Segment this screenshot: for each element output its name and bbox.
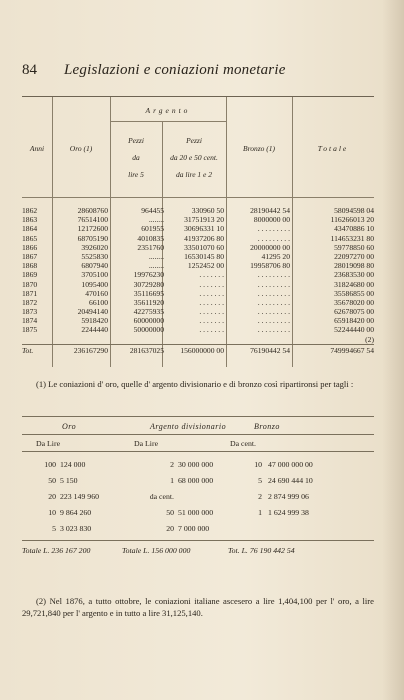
- table-row: [22, 206, 374, 215]
- cell-ov: 3 023 830: [60, 524, 92, 533]
- cell-totale: 58094598 04: [334, 206, 374, 215]
- cell-p20: 30696331 10: [184, 224, 224, 234]
- cell-oro: 66100: [89, 297, 108, 307]
- table2-total-rule: [22, 540, 374, 541]
- cell-bn: 2: [258, 492, 262, 501]
- cell-p20: . . . . . . .: [199, 288, 224, 298]
- header-line: Pezzi: [186, 136, 202, 145]
- cell-year: 1863: [22, 215, 38, 225]
- cell-totale: 22097270 00: [334, 251, 374, 261]
- cell-av: 51 000 000: [178, 508, 214, 517]
- cell-bronzo: . . . . . . . . .: [257, 224, 290, 234]
- header-line: da lire 1 e 2: [176, 170, 212, 179]
- footnote-2: (2) Nel 1876, a tutto ottobre, le coniazioni italiane ascesero a lire 1,404,100 per l' oro, a lire 29,721,840 per l' argento e in tutto a lire 31,125,140.: [22, 596, 374, 618]
- t2-header-bronzo: Bronzo: [254, 422, 280, 431]
- cell-year: 1872: [22, 297, 38, 307]
- cell-an: da cent.: [149, 492, 174, 501]
- table-row: [22, 325, 374, 334]
- cell-year: 1865: [22, 233, 38, 243]
- table-row: [22, 261, 374, 270]
- table2-totals: [22, 546, 374, 558]
- running-title: Legislazioni e coniazioni monetarie: [64, 62, 286, 78]
- cell-bv: 2 874 999 06: [268, 492, 309, 501]
- cell-year: 1874: [22, 316, 38, 326]
- cell-oro: 5918420: [81, 316, 108, 326]
- cell-oro: 2244440: [81, 325, 108, 335]
- cell-totale: 59778850 60: [334, 242, 374, 252]
- cell-p20: . . . . . . .: [199, 297, 224, 307]
- cell-p20: 31751913 20: [184, 215, 224, 225]
- cell-totale: 31824680 00: [334, 279, 374, 289]
- cell-ov: 223 149 960: [60, 492, 99, 501]
- cell-p20: . . . . . . .: [199, 279, 224, 289]
- cell-bronzo: 28190442 54: [250, 206, 290, 215]
- cell-bronzo: . . . . . . . . .: [257, 279, 290, 289]
- cell-totale: 65918420 00: [334, 316, 374, 326]
- denomination-row: [22, 476, 374, 490]
- header-anni: Anni: [29, 144, 45, 153]
- cell-bronzo: 8000000 00: [253, 215, 290, 225]
- total-totale: 749994667 54: [330, 345, 374, 355]
- cell-p5: 42275935: [133, 307, 164, 317]
- cell-p5: ........: [148, 251, 164, 261]
- header-bronzo: Bronzo (1): [242, 144, 275, 153]
- table-row: [22, 289, 374, 298]
- cell-bronzo: . . . . . . . . .: [257, 297, 290, 307]
- footnote-1: (1) Le coniazioni d' oro, quelle d' argento divisionario e di bronzo così ripartironsi per tagli :: [36, 379, 354, 389]
- cell-av: 7 000 000: [178, 524, 210, 533]
- cell-oro: 76514100: [77, 215, 108, 225]
- table2-header-rule: [22, 434, 374, 435]
- cell-totale: 114653231 80: [330, 233, 374, 243]
- cell-p5: 601955: [141, 224, 164, 234]
- cell-p5: ........: [148, 215, 164, 225]
- header-totale: Totale: [317, 144, 349, 153]
- table-row: [22, 243, 374, 252]
- page-edge-shadow: [382, 0, 404, 700]
- cell-year: 1866: [22, 242, 38, 252]
- cell-bn: 5: [258, 476, 262, 485]
- cell-bronzo: 19958706 80: [250, 261, 290, 271]
- cell-bronzo: . . . . . . . . .: [257, 270, 290, 280]
- cell-totale: 116266013 20: [330, 215, 374, 225]
- cell-totale: 43470886 10: [334, 224, 374, 234]
- cell-p20: . . . . . . .: [199, 316, 224, 326]
- cell-p5: 19976230: [133, 270, 164, 280]
- cell-totale: 62678075 00: [334, 307, 374, 317]
- table-row: [22, 252, 374, 261]
- cell-oro: 1095400: [81, 279, 108, 289]
- header-pezzi-20: [162, 135, 226, 180]
- t2-sub-oro: Da Lire: [36, 439, 61, 448]
- total-label: Tot.: [22, 345, 34, 355]
- table-row: [22, 224, 374, 233]
- cell-year: 1864: [22, 224, 38, 234]
- cell-bv: 1 624 999 38: [268, 508, 309, 517]
- header-line: Pezzi: [128, 136, 144, 145]
- cell-av: 68 000 000: [178, 476, 214, 485]
- header-line: da 20 e 50 cent.: [170, 153, 218, 162]
- cell-oro: 5525830: [81, 251, 108, 261]
- cell-oro: 6807940: [81, 261, 108, 271]
- cell-on: 50: [48, 476, 56, 485]
- cell-totale: 28019098 80: [334, 261, 374, 271]
- cell-p20: . . . . . . .: [199, 325, 224, 335]
- cell-bn: 10: [254, 460, 262, 469]
- cell-p20: 33501070 60: [184, 242, 224, 252]
- table-row: [22, 316, 374, 325]
- cell-p5: 30729280: [133, 279, 164, 289]
- cell-year: 1868: [22, 261, 38, 271]
- argento-rule: [110, 121, 226, 122]
- cell-year: 1869: [22, 270, 38, 280]
- cell-year: 1870: [22, 279, 38, 289]
- cell-bronzo: . . . . . . . . .: [257, 316, 290, 326]
- total-oro: 236167290: [73, 345, 108, 355]
- cell-an: 2: [170, 460, 174, 469]
- cell-oro: 3926020: [81, 242, 108, 252]
- cell-bronzo: 41295 20: [261, 251, 290, 261]
- cell-p20: 16530145 80: [184, 251, 224, 261]
- cell-p20: 41937206 80: [184, 233, 224, 243]
- table2-top-rule: [22, 416, 374, 417]
- cell-on: 5: [52, 524, 56, 533]
- table-row: [22, 280, 374, 289]
- table-row: [22, 270, 374, 279]
- cell-an: 1: [170, 476, 174, 485]
- cell-ov: 9 864 260: [60, 508, 92, 517]
- cell-year: 1873: [22, 307, 38, 317]
- t2-header-argento: Argento divisionario: [150, 422, 227, 431]
- cell-oro: 68705190: [77, 233, 108, 243]
- header-argento: Argento: [145, 106, 191, 115]
- cell-on: 20: [48, 492, 56, 501]
- total-row: [22, 344, 374, 356]
- header-oro: Oro (1): [69, 144, 93, 153]
- cell-av: 30 000 000: [178, 460, 214, 469]
- cell-oro: 28608760: [77, 206, 108, 215]
- denomination-row: [22, 508, 374, 522]
- table-header: [22, 97, 374, 197]
- total-p5: 281637025: [129, 345, 164, 355]
- cell-p20: 330960 50: [191, 206, 224, 215]
- cell-p20: 1252452 00: [187, 261, 224, 271]
- cell-bn: 1: [258, 508, 262, 517]
- t2-total-oro: Totale L. 236 167 200: [22, 546, 91, 555]
- cell-ov: 124 000: [60, 460, 86, 469]
- page-number: 84: [22, 62, 37, 78]
- header-line: da: [132, 153, 140, 162]
- table-row: [22, 298, 374, 307]
- cell-totale: 35678020 00: [334, 297, 374, 307]
- t2-total-argento: Totale L. 156 000 000: [122, 546, 191, 555]
- cell-ov: 5 150: [60, 476, 78, 485]
- table-row: [22, 307, 374, 316]
- denomination-row: [22, 492, 374, 506]
- cell-p5: 964455: [141, 206, 164, 215]
- total-p20: 156000000 00: [180, 345, 224, 355]
- cell-oro: 470160: [85, 288, 108, 298]
- footnote-mark-row: [22, 335, 374, 344]
- denomination-row: [22, 460, 374, 474]
- cell-totale: 23683530 00: [334, 270, 374, 280]
- cell-p5: 50000000: [133, 325, 164, 335]
- t2-total-bronzo: Tot. L. 76 190 442 54: [228, 546, 295, 555]
- cell-year: 1875: [22, 325, 38, 335]
- cell-bronzo: . . . . . . . . .: [257, 325, 290, 335]
- coinage-table-body: [22, 206, 374, 356]
- header-line: lire 5: [128, 170, 144, 179]
- cell-p5: 2351760: [137, 242, 164, 252]
- cell-bronzo: 20000000 00: [250, 242, 290, 252]
- cell-an: 20: [166, 524, 174, 533]
- cell-year: 1871: [22, 288, 38, 298]
- cell-bv: 47 000 000 00: [268, 460, 313, 469]
- cell-bv: 24 690 444 10: [268, 476, 313, 485]
- page-header: [22, 62, 372, 86]
- t2-sub-bronzo: Da cent.: [230, 439, 256, 448]
- cell-on: 10: [48, 508, 56, 517]
- header-pezzi-5: [110, 135, 162, 180]
- cell-p20: . . . . . . .: [199, 270, 224, 280]
- cell-oro: 3705100: [81, 270, 108, 280]
- cell-p20: . . . . . . .: [199, 307, 224, 317]
- cell-year: 1867: [22, 251, 38, 261]
- cell-p5: 4010835: [137, 233, 164, 243]
- cell-an: 50: [166, 508, 174, 517]
- footnote-mark: (2): [365, 334, 374, 344]
- cell-oro: 12172600: [77, 224, 108, 234]
- table-row: [22, 215, 374, 224]
- t2-header-oro: Oro: [62, 422, 77, 431]
- table2-sub-rule: [22, 451, 374, 452]
- cell-p5: ........: [148, 261, 164, 271]
- cell-on: 100: [44, 460, 56, 469]
- cell-bronzo: . . . . . . . . .: [257, 233, 290, 243]
- total-bronzo: 76190442 54: [250, 345, 290, 355]
- cell-p5: 35611920: [133, 297, 164, 307]
- cell-bronzo: . . . . . . . . .: [257, 307, 290, 317]
- cell-p5: 60000000: [133, 316, 164, 326]
- cell-oro: 20494140: [77, 307, 108, 317]
- t2-sub-argento: Da Lire: [134, 439, 159, 448]
- cell-totale: 52244440 00: [334, 325, 374, 335]
- denomination-row: [22, 524, 374, 538]
- table-row: [22, 234, 374, 243]
- cell-p5: 35116695: [133, 288, 164, 298]
- cell-year: 1862: [22, 206, 38, 215]
- cell-totale: 35586855 00: [334, 288, 374, 298]
- cell-bronzo: . . . . . . . . .: [257, 288, 290, 298]
